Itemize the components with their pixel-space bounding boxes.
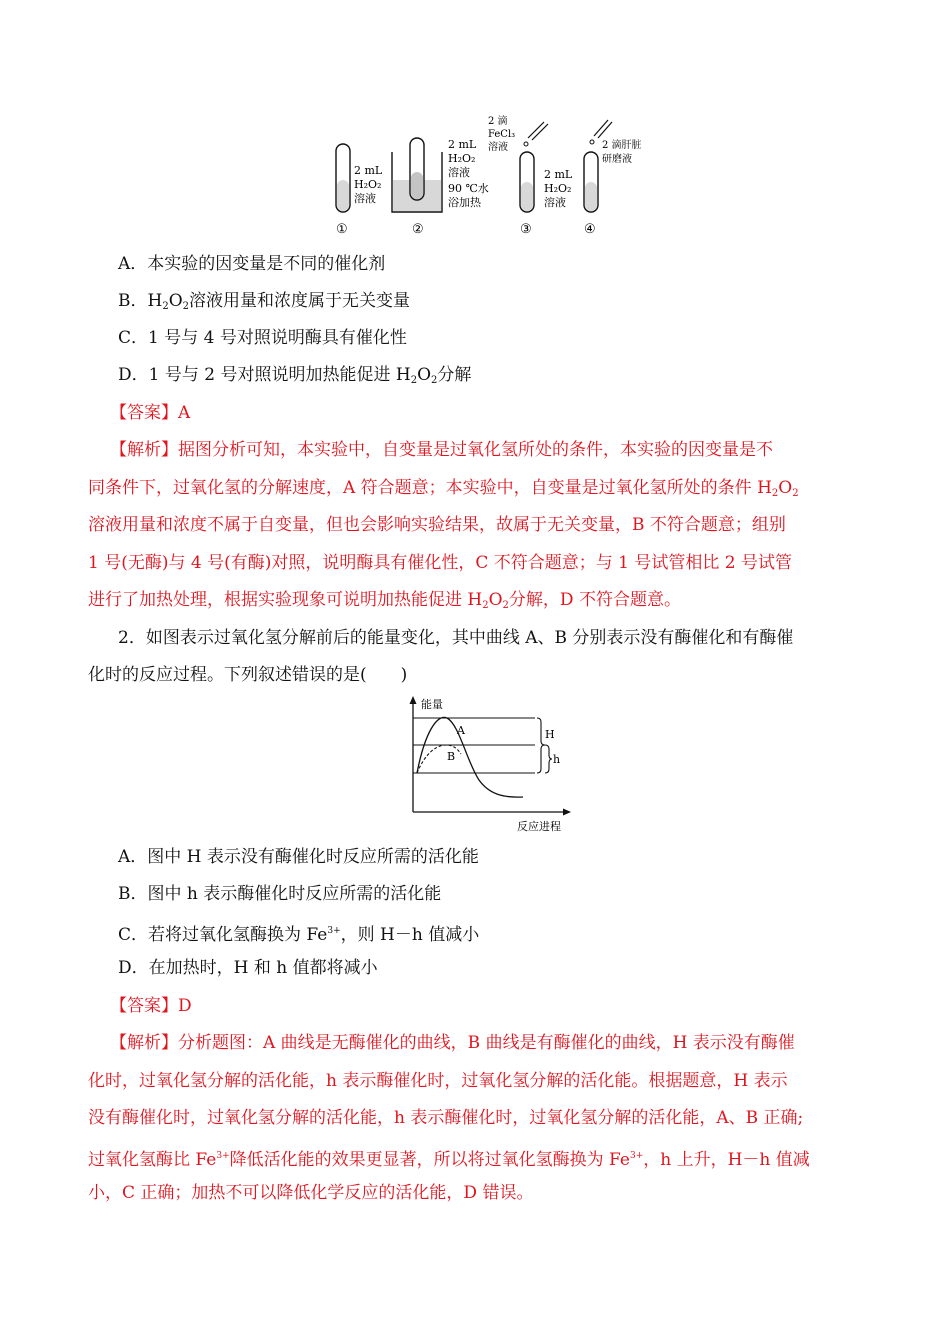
bracket-small-label: h (553, 753, 561, 766)
label-4: ④ (584, 222, 596, 237)
q1-analysis-line-5: 进行了加热处理，根据实验现象可说明加热能促进 $H_2O_2$分解，D 不符合题意。 (88, 590, 681, 611)
tube-3 (520, 152, 534, 212)
tube1-text-3: 溶液 (354, 192, 376, 205)
tube3-text-1: 2 mL (544, 168, 573, 181)
tube3-top-3: 溶液 (488, 142, 508, 153)
q2-analysis-line-2: 化时，过氧化氢分解的活化能，h 表示酶催化时，过氧化氢分解的活化能。根据题意，H 表示 (88, 1071, 788, 1091)
beaker-2 (392, 138, 442, 212)
q1-option-d: D．1 号与 2 号对照说明加热能促进 $H_2O_2$分解 (118, 365, 472, 386)
curve-a (417, 717, 523, 797)
tube4-text-2: 研磨液 (602, 154, 632, 165)
q2-option-a: A．图中 H 表示没有酶催化时反应所需的活化能 (118, 847, 479, 867)
tube-4 (584, 152, 598, 212)
q2-analysis-line-5: 小，C 正确；加热不可以降低化学反应的活化能，D 错误。 (88, 1183, 534, 1203)
tube2-text-3: 溶液 (448, 166, 470, 179)
q2-option-c: C．若将过氧化氢酶换为 $Fe^{3+}$，则 H－h 值减小 (118, 925, 480, 945)
q2-answer: 【答案】D (110, 996, 192, 1016)
q1-option-b: B．$H_2O_2$溶液用量和浓度属于无关变量 (118, 291, 411, 312)
tube2-text-2: H₂O₂ (448, 152, 476, 165)
q1-analysis-line-4: 1 号(无酶)与 4 号(有酶)对照，说明酶具有催化性，C 不符合题意；与 1 号试管相比 2 号试管 (88, 553, 793, 573)
q2-analysis-line-4: 过氧化氢酶比 $Fe^{3+}$降低活化能的效果更显著，所以将过氧化氢酶换为 $Fe^{3+}$，h 上升，H－h 值减 (88, 1150, 810, 1170)
axis-x-label: 反应进程 (517, 820, 561, 833)
q2-option-d: D．在加热时，H 和 h 值都将减小 (118, 958, 378, 978)
q2-option-b: B．图中 h 表示酶催化时反应所需的活化能 (118, 884, 442, 904)
bracket-big-label: H (545, 728, 555, 741)
q1-answer: 【答案】A (110, 403, 191, 423)
tube-1 (336, 144, 350, 212)
tube3-text-3: 溶液 (544, 196, 566, 209)
q1-analysis-line-1: 【解析】据图分析可知，本实验中，自变量是过氧化氢所处的条件，本实验的因变量是不 (110, 440, 773, 460)
tube3-text-2: H₂O₂ (544, 182, 572, 195)
test-tube-figure (330, 112, 642, 238)
q2-analysis-line-3: 没有酶催化时，过氧化氢分解的活化能，h 表示酶催化时，过氧化氢分解的活化能，A、B 正确; (88, 1108, 804, 1128)
tube2-text-4: 90 ℃水 (448, 182, 489, 195)
label-1: ① (336, 222, 348, 237)
q2-stem-line-2: 化时的反应过程。下列叙述错误的是( ) (88, 665, 408, 685)
q1-option-a: A．本实验的因变量是不同的催化剂 (118, 254, 386, 274)
tube1-text-1: 2 mL (354, 164, 383, 177)
label-3: ③ (520, 222, 532, 237)
q1-option-c: C．1 号与 4 号对照说明酶具有催化性 (118, 328, 407, 348)
tube3-top-2: FeCl₃ (488, 129, 516, 140)
curve-b-label: B (447, 750, 456, 763)
tube2-text-1: 2 mL (448, 138, 477, 151)
curve-a-label: A (457, 724, 465, 737)
q2-stem-line-1: 2．如图表示过氧化氢分解前后的能量变化，其中曲线 A、B 分别表示没有酶催化和有酶催 (118, 628, 794, 648)
tube2-text-5: 浴加热 (448, 196, 481, 209)
q1-analysis-line-3: 溶液用量和浓度不属于自变量，但也会影响实验结果，故属于无关变量，B 不符合题意；组别 (88, 515, 786, 535)
label-2: ② (412, 222, 424, 237)
tube4-text-1: 2 滴肝脏 (602, 140, 642, 151)
energy-diagram (395, 692, 585, 834)
axis-y-label: 能量 (421, 698, 443, 711)
tube3-top-1: 2 滴 (488, 116, 508, 127)
q2-analysis-line-1: 【解析】分析题图：A 曲线是无酶催化的曲线，B 曲线是有酶催化的曲线，H 表示没有酶催 (110, 1033, 795, 1053)
q1-analysis-line-2: 同条件下，过氧化氢的分解速度，A 符合题意；本实验中，自变量是过氧化氢所处的条件 $H_2O_2$ (88, 478, 799, 499)
tube1-text-2: H₂O₂ (354, 178, 382, 191)
